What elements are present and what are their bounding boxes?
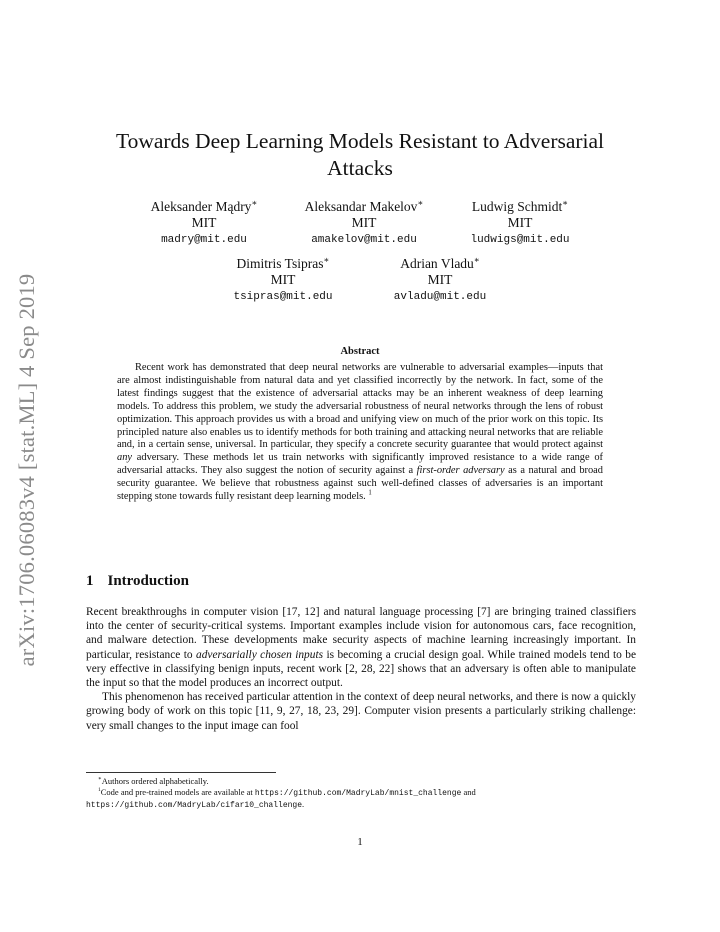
footnote-text: Code and pre-trained models are available at (100, 787, 255, 797)
footnote-mark: 1 (98, 787, 101, 794)
author-madry (151, 199, 258, 248)
footnotes (86, 776, 636, 811)
author-name: Aleksander Mądry (150, 199, 252, 214)
author-institution: MIT (270, 272, 296, 287)
author-name: Aleksandar Makelov (304, 199, 418, 214)
author-mark: ∗ (562, 197, 569, 208)
abstract-paragraph (117, 362, 603, 504)
intro-paragraph-2: This phenomenon has received particular attention in the context of deep neural networks, and there is now a quickly growing body of work on this topic [11, 9, 27, 18, 23, 29]. Computer vision presents a particularly striking challenge: very small changes to the input image can fool (86, 691, 636, 732)
author-mark: ∗ (417, 197, 424, 208)
author-name: Dimitris Tsipras (236, 256, 324, 271)
paper-title: Towards Deep Learning Models Resistant to Adversarial Attacks (115, 129, 605, 180)
intro-text: Recent breakthroughs in computer vision [17, 12] and natural language processing [7] are bringing trained classifiers into the center of security-critical systems. Important examples include vision for autonomous cars, face recognition, and malware detection. These developments make security aspects of machine learning increasingly important. In particular, resistance to (86, 606, 636, 661)
author-mark: ∗ (473, 254, 480, 265)
section-number: 1 (86, 573, 94, 589)
footnote-text: . (302, 799, 305, 809)
footnote-1 (86, 776, 636, 787)
author-vladu (394, 256, 486, 305)
abstract-body (117, 362, 603, 504)
abstract-text: Recent work has demonstrated that deep neural networks are vulnerable to adversarial examples—inputs that are almost indistinguishable from natural data and yet classified incorrectly by the network. In fact, some of the latest findings suggest that the existence of adversarial attacks may be an inherent weakness of deep learning models. To address this problem, we study the adversarial robustness of neural networks through the lens of robust optimization. This approach provides us with a broad and unifying view on much of the prior work on this topic. Its principled nature also enables us to identify methods for both training and attacking neural networks that are reliable and, in a certain sense, universal. In particular, they specify a concrete security guarantee that would protect against (117, 362, 603, 451)
author-mark: ∗ (323, 254, 330, 265)
author-email[interactable]: madry@mit.edu (161, 234, 247, 246)
author-institution: MIT (507, 215, 533, 230)
author-email[interactable]: tsipras@mit.edu (233, 291, 333, 303)
intro-emphasis: adversarially chosen inputs (196, 648, 324, 661)
footnote-2 (86, 787, 636, 811)
author-name: Ludwig Schmidt (471, 199, 563, 214)
intro-paragraph-1 (86, 605, 636, 690)
author-institution: MIT (191, 215, 217, 230)
author-schmidt (470, 199, 569, 248)
abstract-emphasis: any (117, 452, 133, 464)
footnote-rule (86, 772, 276, 773)
section-heading (86, 573, 189, 590)
footnote-mark: ∗ (98, 776, 102, 783)
author-mark: ∗ (251, 197, 258, 208)
author-institution: MIT (351, 215, 377, 230)
section-title: Introduction (107, 573, 189, 589)
abstract-text: as a natural and broad security guarantee. We believe that robustness against such well-defined classes of adversaries is an important stepping stone towards fully resistant deep learning models. (117, 465, 603, 503)
author-email[interactable]: amakelov@mit.edu (311, 234, 417, 246)
author-institution: MIT (427, 272, 453, 287)
footnote-ref[interactable]: 1 (368, 489, 372, 497)
author-email[interactable]: avladu@mit.edu (393, 291, 487, 303)
abstract-heading: Abstract (340, 346, 380, 357)
intro-text: is becoming a crucial design goal. While trained models tend to be very effective in classifying benign inputs, recent work [2, 28, 22] shows that an adversary is often able to manipulate the input so that the model produces an incorrect output. (86, 648, 636, 690)
page-number: 1 (357, 836, 363, 848)
abstract-text: adversary. These methods let us train networks with significantly improved resistance to a wide range of adversarial attacks. They also suggest the notion of security against a (117, 452, 603, 477)
footnote-text: and (461, 787, 476, 797)
footnote-link[interactable]: https://github.com/MadryLab/cifar10_challenge (86, 801, 303, 810)
author-makelov (305, 199, 424, 248)
author-email[interactable]: ludwigs@mit.edu (470, 234, 570, 246)
author-tsipras (233, 256, 332, 305)
footnote-link[interactable]: https://github.com/MadryLab/mnist_challenge (254, 789, 462, 798)
introduction-body (86, 605, 636, 733)
author-name: Adrian Vladu (400, 256, 474, 271)
footnote-text: Authors ordered alphabetically. (101, 776, 209, 786)
arxiv-identifier-text: arXiv:1706.06083v4 [stat.ML] 4 Sep 2019 (14, 273, 39, 667)
abstract-emphasis: first-order adversary (416, 465, 505, 477)
